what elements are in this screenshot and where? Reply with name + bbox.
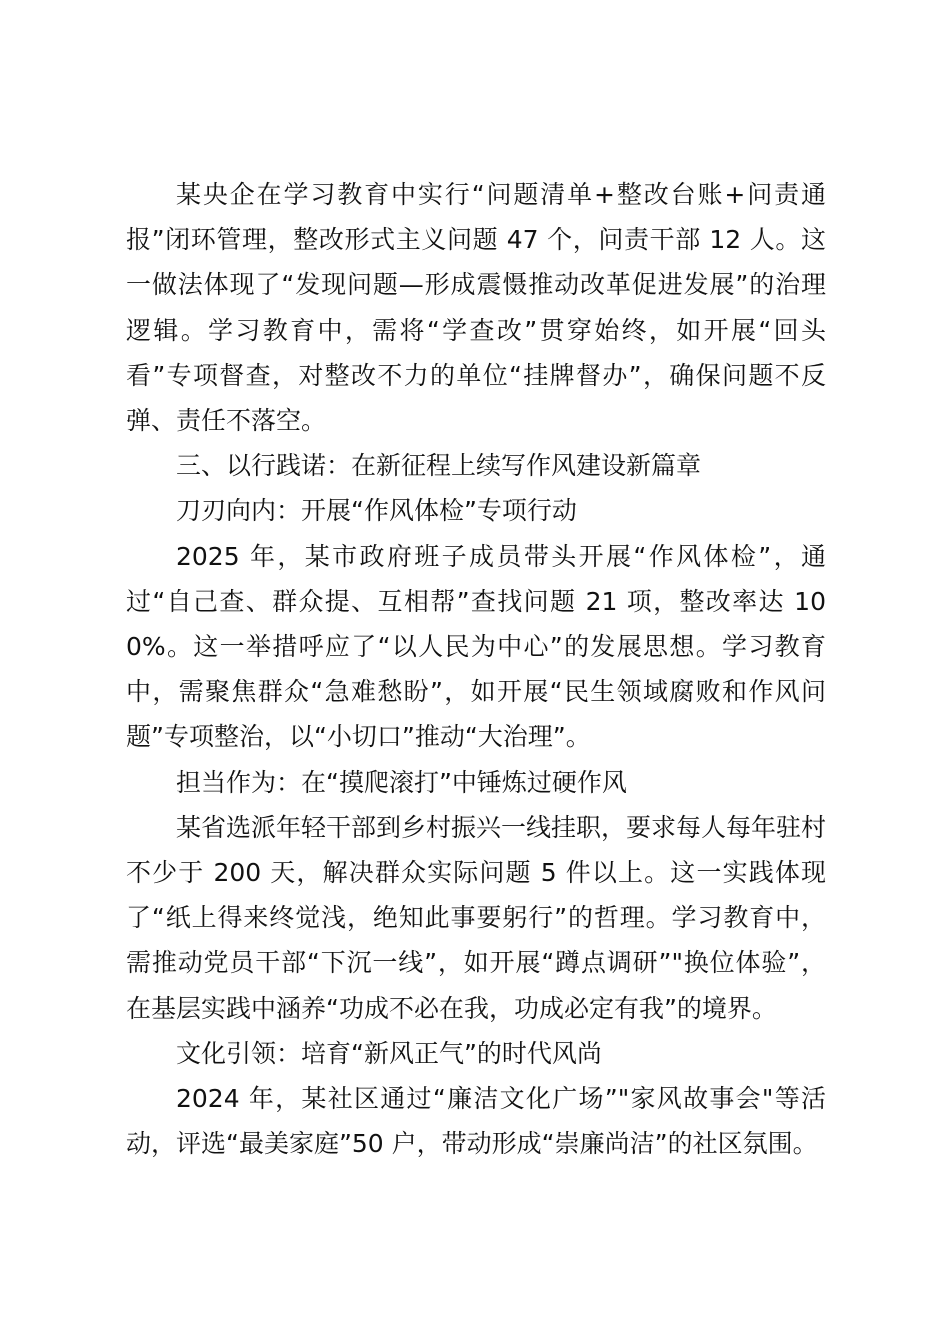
- subheading-self-inspection: 刀刃向内：开展“作风体检”专项行动: [176, 496, 577, 526]
- paragraph-rural-cadres: 某省选派年轻干部到乡村振兴一线挂职，要求每人每年驻村不少于 200 天，解决群众实际问题 5 件以上。这一实践体现了“纸上得来终觉浅，绝知此事要躬行”的哲理。学习教育中，需推动党员干部“下沉一线”，如开展“蹲点调研”"换位体验”，在基层实践中涵养“功成不必在我，功成必定有我”的境界。: [126, 812, 827, 1023]
- section-heading-three: 三、以行践诺：在新征程上续写作风建设新篇章: [176, 451, 702, 481]
- paragraph-work-style-checkup: 2025 年，某市政府班子成员带头开展“作风体检”，通过“自己查、群众提、互相帮”查找问题 21 项，整改率达 100%。这一举措呼应了“以人民为中心”的发展思想。学习教育中，需聚焦群众“急难愁盼”，如开展“民生领域腐败和作风问题”专项整治，以“小切口”推动“大治理”。: [126, 541, 826, 752]
- subheading-taking-responsibility: 担当作为：在“摸爬滚打”中锤炼过硬作风: [176, 767, 627, 797]
- paragraph-accountability-loop: 某央企在学习教育中实行“问题清单+整改台账+问责通报”闭环管理，整改形式主义问题 47 个，问责干部 12 人。这一做法体现了“发现问题—形成震慑推动改革促进发展”的治理逻辑。学习教育中，需将“学查改”贯穿始终，如开展“回头看”专项督查，对整改不力的单位“挂牌督办”，确保问题不反弹、责任不落空。: [126, 180, 826, 436]
- document-body: [126, 172, 826, 1166]
- subheading-cultural-guidance: 文化引领：培育“新风正气”的时代风尚: [176, 1038, 602, 1068]
- paragraph-community-integrity: 2024 年，某社区通过“廉洁文化广场”"家风故事会"等活动，评选“最美家庭”50 户，带动形成“崇廉尚洁”的社区氛围。: [126, 1084, 826, 1159]
